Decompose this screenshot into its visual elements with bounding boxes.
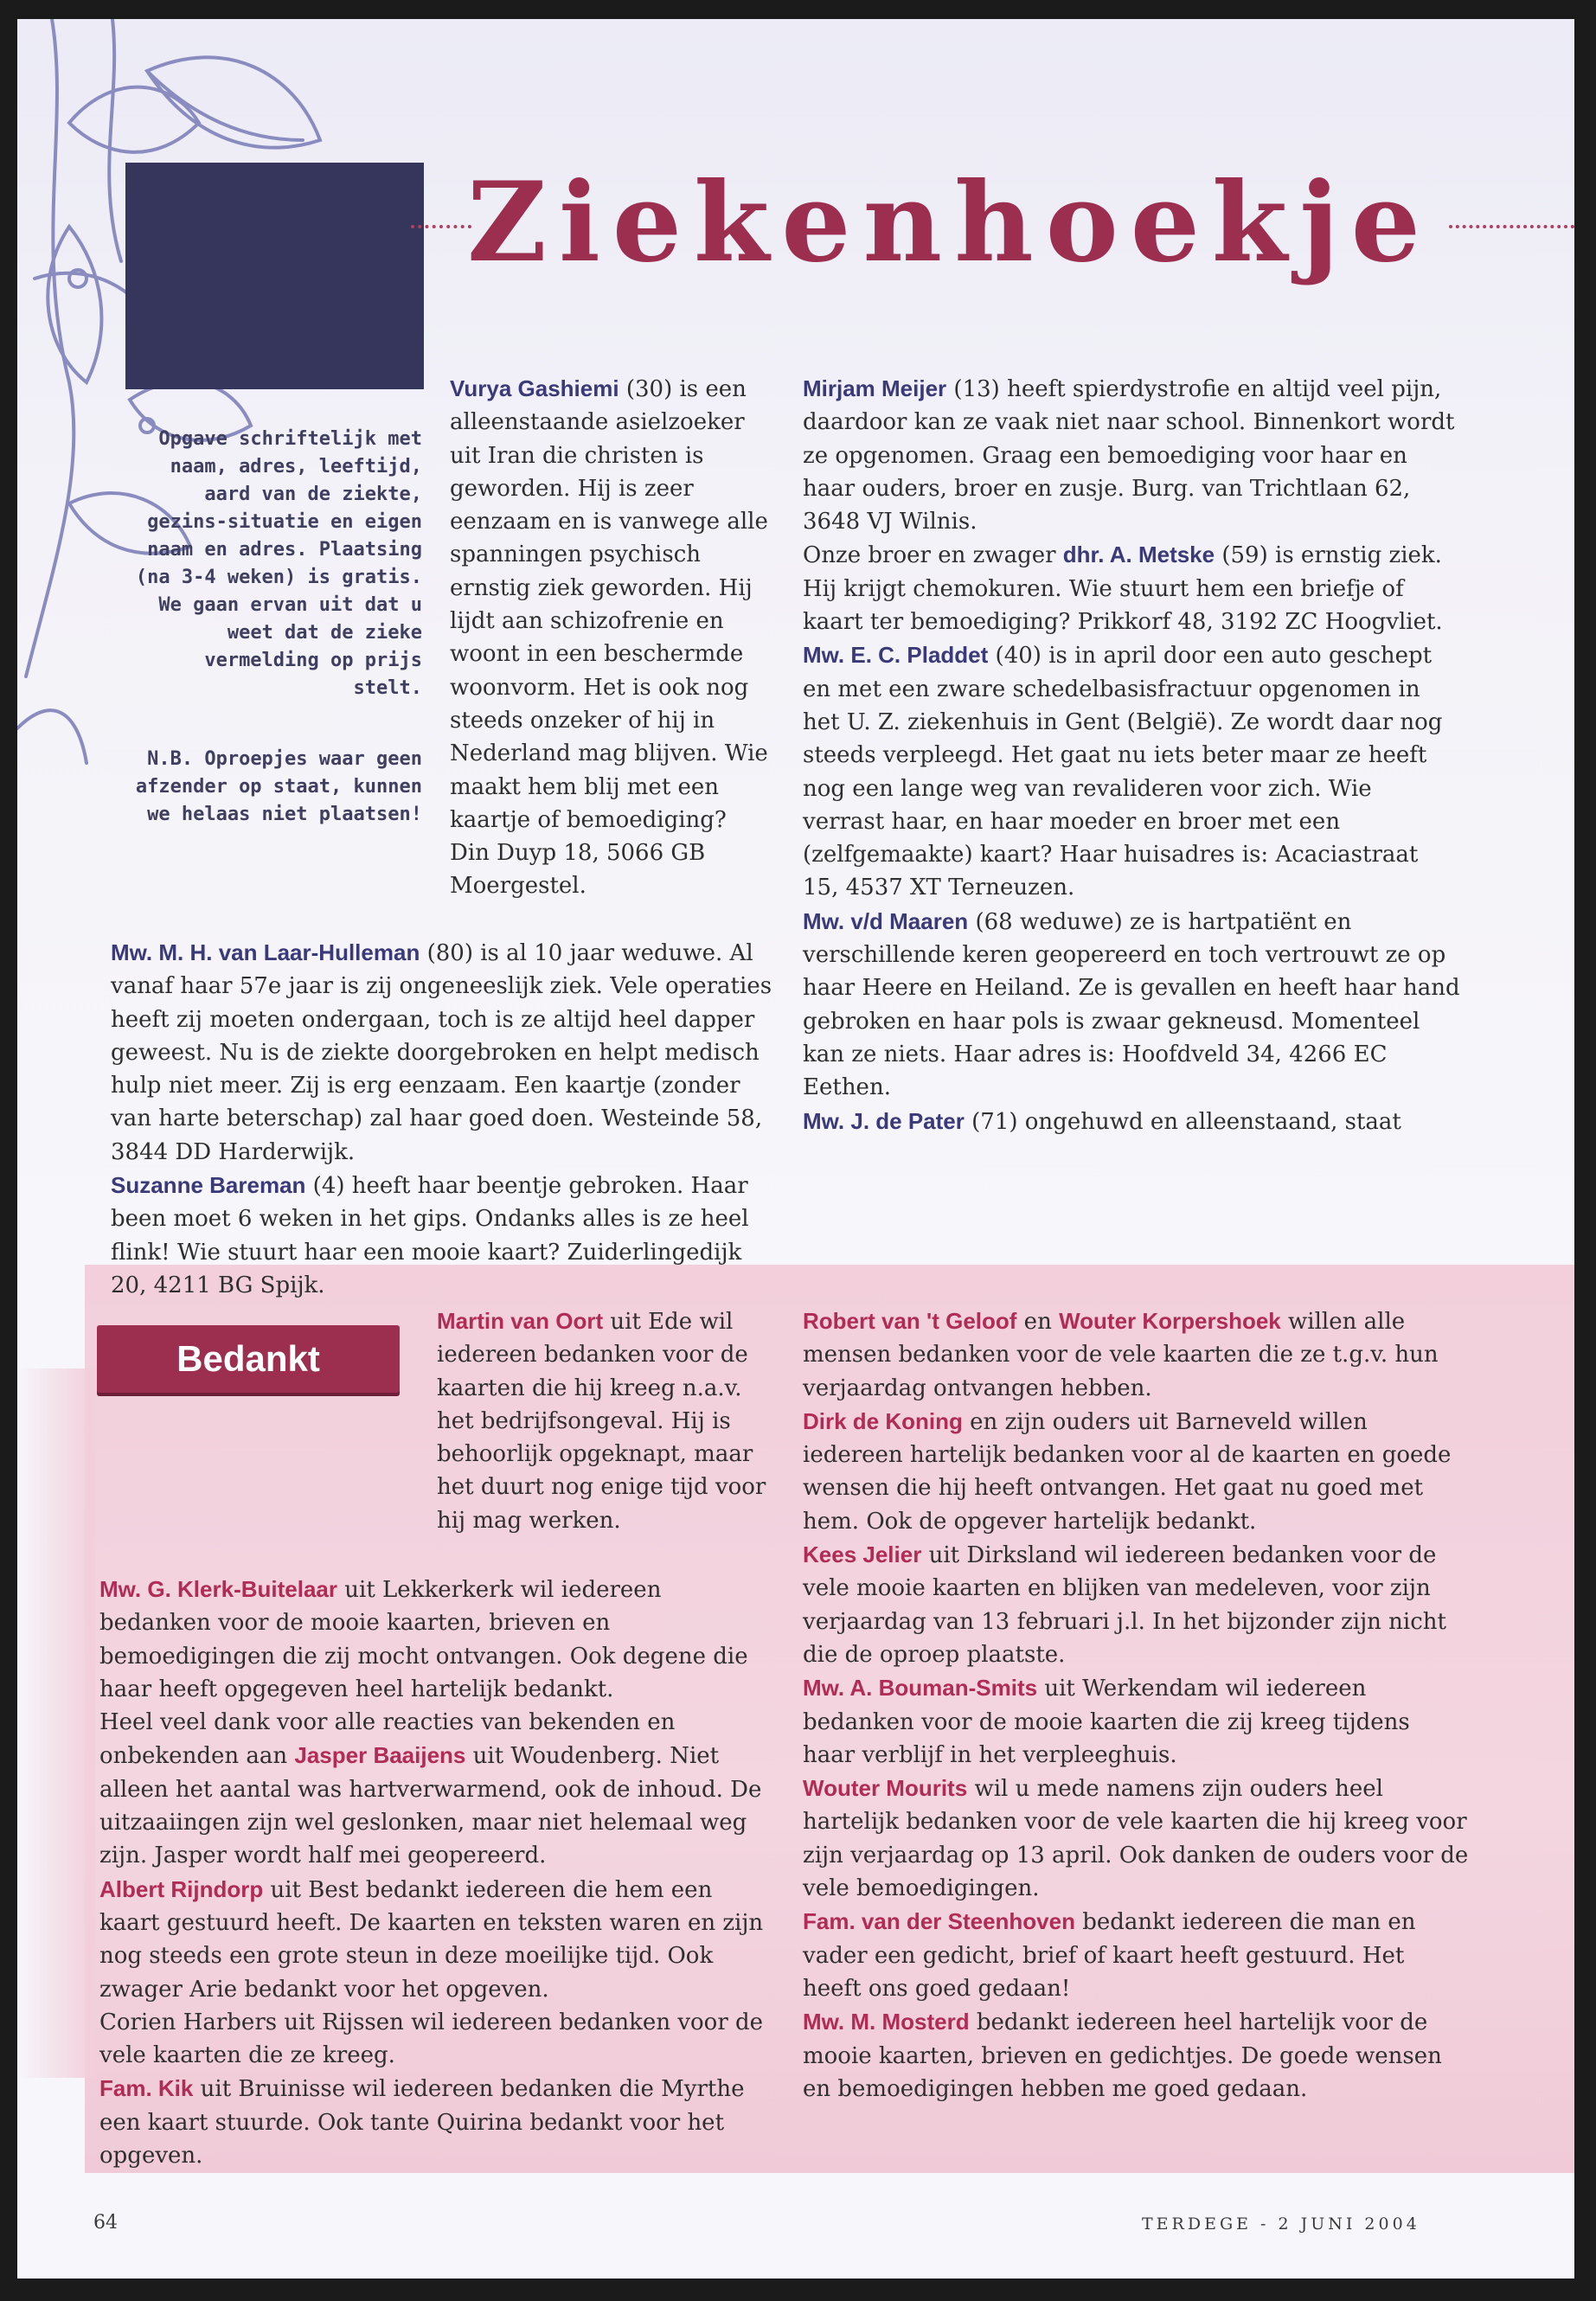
person-name: Mw. E. C. Pladdet (803, 642, 989, 669)
sick-entry (803, 372, 1460, 538)
person-name: Mw. G. Klerk-Buitelaar (99, 1576, 337, 1602)
entry-prefix: Onze broer en zwager (803, 542, 1063, 569)
publication-info: TERDEGE - 2 JUNI 2004 (1142, 2214, 1420, 2234)
entry-text: (68 weduwe) ze is hartpatiënt en verschillende keren geopereerd en toch vertrouwt ze op haar Heere en Heiland. Ze is gevallen en heeft haar hand gebroken en haar pols is zwaar gekneusd. Momenteel kan ze niets. Haar adres is: Hoofdveld 34, 4266 EC Eethen. (803, 908, 1460, 1101)
submission-note: N.B. Oproepjes waar geen afzender op staat, kunnen we helaas niet plaatsen! (135, 748, 422, 825)
entry-text: bedankt iedereen heel hartelijk voor de mooie kaarten, brieven en gedichtjes. De goede wensen en bemoedigingen hebben me goed gedaan. (803, 2009, 1442, 2102)
magazine-page (17, 19, 1574, 2279)
entry-text: uit Best bedankt iedereen die hem een kaart gestuurd heeft. De kaarten en teksten waren en zijn nog steeds een grote steun in deze moeilijke tijd. Ook zwager Arie bedankt voor het opgeven. (99, 1876, 764, 2003)
title-dots-left (411, 225, 471, 228)
person-name: Vurya Gashiemi (450, 375, 619, 401)
person-name: Mirjam Meijer (803, 375, 947, 401)
person-name: Suzanne Bareman (111, 1172, 306, 1199)
person-name: Robert van 't Geloof (803, 1308, 1017, 1334)
thanks-heading: Bedankt (176, 1338, 320, 1379)
thanks-entry (803, 1405, 1469, 1538)
page-title: Ziekenhoekje (467, 158, 1433, 286)
thanks-entry (803, 1538, 1469, 1671)
sick-entry (111, 936, 775, 1169)
thanks-entries-left (99, 1573, 776, 2172)
entry-text: Corien Harbers uit Rijssen wil iedereen bedanken voor de vele kaarten die ze kreeg. (99, 2009, 764, 2069)
entry-text: uit Werkendam wil iedereen bedanken voor de mooie kaarten die zij kreeg tijdens haar verblijf in het verpleeghuis. (803, 1676, 1410, 1768)
person-name: Mw. J. de Pater (803, 1107, 965, 1134)
thanks-entry (803, 1304, 1469, 1405)
thanks-entry (99, 1573, 776, 1706)
entry-text: en zijn ouders uit Barneveld willen iedereen hartelijk bedanken voor al de kaarten en goede wensen die hij heeft ontvangen. Het gaat nu goed met hem. Ook de opgever hartelijk bedankt. (803, 1408, 1452, 1535)
page-number: 64 (93, 2212, 118, 2234)
thanks-entry (99, 1873, 776, 2006)
thanks-entry (803, 2005, 1469, 2106)
person-name: Fam. van der Steenhoven (803, 1908, 1075, 1935)
entry-text: uit Ede wil iedereen bedanken voor de kaarten die hij kreeg n.a.v. het bedrijfsongeval. Hij is behoorlijk opgeknapt, maar het duurt nog enige tijd voor hij mag werken. (437, 1309, 766, 1534)
entry-text: uit Dirksland wil iedereen bedanken voor de vele mooie kaarten en blijken van medeleven, voor zijn verjaardag van 13 februari j.l. In het bijzonder zijn nicht die de oproep plaatste. (803, 1542, 1446, 1668)
person-name: Martin van Oort (437, 1308, 604, 1334)
entry-prefix: Heel veel dank voor alle reacties van bekenden en onbekenden aan (99, 1709, 676, 1770)
person-name: Mw. v/d Maaren (803, 907, 969, 934)
person-name: dhr. A. Metske (1062, 542, 1215, 568)
entry-text: (80) is al 10 jaar weduwe. Al vanaf haar 57e jaar is zij ongeneeslijk ziek. Vele operaties heeft zij moeten ondergaan, toch is ze altijd heel dapper geweest. Nu is de ziekte doorgebroken en helpt medisch hulp niet meer. Zij is erg eenzaam. Een kaartje (zonder van harte beterschap) zal haar goed doen. Westeinde 58, 3844 DD Harderwijk. (111, 940, 772, 1165)
person-name: Jasper Baaijens (294, 1742, 466, 1769)
thanks-entry (99, 2006, 776, 2073)
person-name: Albert Rijndorp (99, 1875, 264, 1902)
title-dots-right (1449, 225, 1574, 228)
sick-entry (803, 1105, 1460, 1138)
sick-entries-right (803, 372, 1460, 1138)
sick-entry (803, 538, 1460, 638)
sick-entry (450, 372, 770, 903)
person-name: Mw. A. Bouman-Smits (803, 1675, 1038, 1702)
entry-text: (4) heeft haar beentje gebroken. Haar been moet 6 weken in het gips. Ondanks alles is ze heel flink! Wie stuurt haar een mooie kaart? Zuiderlingedijk 20, 4211 BG Spijk. (111, 1173, 749, 1298)
entry-text: en (1016, 1309, 1060, 1335)
thanks-entry (803, 1905, 1469, 2005)
person-name: Fam. Kik (99, 2075, 194, 2102)
title-block-square (125, 163, 424, 389)
entry-text: (59) is ernstig ziek. Hij krijgt chemokuren. Wie stuurt hem een briefje of kaart ter bemoediging? Prikkorf 48, 3192 ZC Hoogvliet. (803, 542, 1443, 636)
thanks-entry (803, 1772, 1469, 1905)
person-name: Mw. M. H. van Laar-Hulleman (111, 939, 420, 965)
thanks-entry (437, 1304, 774, 1537)
thanks-entries-right (803, 1304, 1469, 2106)
entry-text: willen alle mensen bedanken voor de vele kaarten die ze t.g.v. hun verjaardag ontvangen hebben. (803, 1309, 1439, 1401)
thanks-entry (99, 2072, 776, 2172)
sick-entries-left (111, 936, 775, 1302)
person-name: Wouter Mourits (803, 1775, 968, 1802)
entry-text: (71) ongehuwd en alleenstaand, staat (964, 1108, 1401, 1135)
entry-text: (13) heeft spierdystrofie en altijd veel pijn, daardoor kan ze vaak niet naar school. Binnenkort wordt ze opgenomen. Graag een bemoediging voor haar en haar ouders, broer en zusje. Burg. van Trichtlaan 62, 3648 VJ Wilnis. (803, 376, 1455, 535)
person-name: Mw. M. Mosterd (803, 2009, 970, 2035)
entry-text: bedankt iedereen die man en vader een gedicht, brief of kaart heeft gestuurd. Het heeft ons goed gedaan! (803, 1909, 1416, 2002)
entry-text: (30) is een alleenstaande asielzoeker uit Iran die christen is geworden. Hij is zeer eenzaam en is vanwege alle spanningen psychisch ernstig ziek geworden. Hij lijdt aan schizofrenie en woont in een beschermde woonvorm. Het is ook nog steeds onzeker of hij in Nederland mag blijven. Wie maakt hem blij met een kaartje of bemoediging? Din Duyp 18, 5066 GB Moergestel. (450, 376, 768, 900)
entry-text: uit Woudenberg. Niet alleen het aantal was hartverwarmend, ook de inhoud. De uitzaaiingen zijn wel geslonken, maar niet helemaal weg zijn. Jasper wordt half mei geopereerd. (99, 1743, 762, 1869)
person-name: Kees Jelier (803, 1541, 922, 1568)
sick-entry (111, 1169, 775, 1302)
thanks-heading-badge (97, 1325, 400, 1393)
sick-entry (803, 905, 1460, 1105)
thanks-entry (803, 1671, 1469, 1772)
person-name: Dirk de Koning (803, 1407, 963, 1434)
sick-entry (803, 638, 1460, 904)
thanks-entry (99, 1706, 776, 1872)
entry-text: uit Lekkerkerk wil iedereen bedanken voor de mooie kaarten, brieven en bemoedigingen die zij mocht ontvangen. Ook degene die haar heeft opgegeven heel hartelijk bedankt. (99, 1577, 748, 1702)
entry-text: wil u mede namens zijn ouders heel hartelijk bedanken voor de vele kaarten die hij kreeg voor zijn verjaardag op 13 april. Ook danken de ouders voor de vele bemoedigingen. (803, 1776, 1469, 1902)
submission-instructions: Opgave schriftelijk met naam, adres, leeftijd, aard van de ziekte, gezins-situatie en eigen naam en adres. Plaatsing (na 3-4 weken) is gratis. We gaan ervan uit dat u weet dat de zieke vermelding op prijs stelt. (135, 428, 422, 699)
entry-text: uit Bruinisse wil iedereen bedanken die Myrthe een kaart stuurde. Ook tante Quirina bedankt voor het opgeven. (99, 2076, 745, 2170)
person-name: Wouter Korpershoek (1059, 1308, 1281, 1334)
entry-text: (40) is in april door een auto geschept en met een zware schedelbasisfractuur opgenomen in het U. Z. ziekenhuis in Gent (België). Ze wordt daar nog steeds verpleegd. Het gaat nu iets beter maar ze heeft nog een lange weg van revalideren voor zich. Wie verrast haar, en haar moeder en broer met een (zelfgemaakte) kaart? Haar huisadres is: Acaciastraat 15, 4537 XT Terneuzen. (803, 643, 1443, 901)
